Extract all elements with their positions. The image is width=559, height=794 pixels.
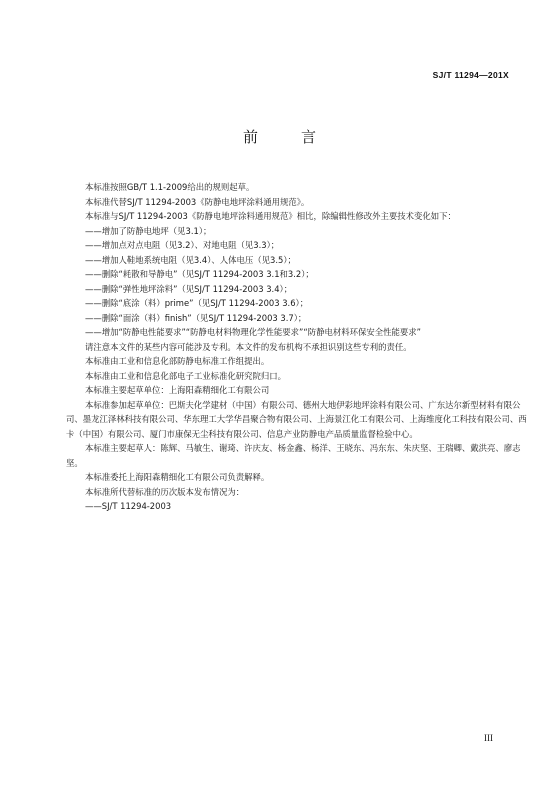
change-item: ——增加了防静电地坪（见3.1）； — [85, 225, 212, 236]
change-item: ——删除“底涂（料）prime”（见SJ/T 11294-2003 3.6）； — [85, 298, 309, 308]
change-item: ——增加点对点电阻（见3.2）、对地电阻（见3.3）； — [85, 240, 280, 250]
page-title: 前 言 — [242, 128, 330, 146]
paragraph-participating-units: 本标准参加起草单位：巴斯夫化学建材（中国）有限公司、德州大地伊彩地坪涂料有限公司、广东达尔新型材料有限公司、墨龙江泽林科技有限公司、华东理工大学华昌聚合物有限公司、上海景江化工有限公司、上海维度化工科技有限公司、西卡（中国）有限公司、厦门市康保无尘科技有限公司、信息产业防静电产品质量监督检验中心。 — [66, 399, 527, 439]
standard-code: SJ/T 11294—201X — [432, 70, 509, 80]
paragraph-main-drafting-unit: 本标准主要起草单位：上海阳森精细化工有限公司 — [85, 385, 270, 395]
change-item: ——删除“耗散和导静电”（见SJ/T 11294-2003 3.1和3.2）； — [85, 269, 314, 279]
paragraph-history-intro: 本标准所代替标准的历次版本发布情况为： — [85, 486, 245, 497]
foreword-body — [66, 180, 533, 514]
paragraph-proposed-by: 本标准由工业和信息化部防静电标准工作组提出。 — [85, 356, 270, 366]
change-item: ——增加“防静电性能要求”“防静电材料物理化学性能要求”“防静电材料环保安全性能要求” — [85, 327, 421, 337]
change-item: ——删除“面涂（料）finish”（见SJ/T 11294-2003 3.7）； — [85, 312, 307, 323]
change-item: ——增加人鞋地系统电阻（见3.4）、人体电压（见3.5）； — [85, 254, 296, 265]
paragraph-drafting-rules: 本标准按照GB/T 1.1-2009给出的规则起草。 — [85, 182, 255, 192]
paragraph-replaces: 本标准代替SJ/T 11294-2003《防静电地坪涂料通用规范》。 — [85, 196, 310, 207]
paragraph-changes-intro: 本标准与SJ/T 11294-2003《防静电地坪涂料通用规范》相比，除编辑性修改外主要技术变化如下： — [85, 211, 456, 221]
page-number: III — [484, 733, 493, 743]
paragraph-interpretation: 本标准委托上海阳森精细化工有限公司负责解释。 — [85, 472, 270, 482]
paragraph-centralized-by: 本标准由工业和信息化部电子工业标准化研究院归口。 — [85, 370, 286, 381]
paragraph-main-drafters: 本标准主要起草人：陈辉、马敏生、谢琦、许庆友、杨金鑫、杨洋、王晓东、冯东东、朱庆坚、王瑞卿、戴洪亮、廖志坚。 — [66, 443, 521, 468]
history-item: ——SJ/T 11294-2003 — [85, 501, 172, 511]
paragraph-patent-notice: 请注意本文件的某些内容可能涉及专利。本文件的发布机构不承担识别这些专利的责任。 — [85, 341, 412, 352]
change-item: ——删除“弹性地坪涂料”（见SJ/T 11294-2003 3.4）； — [85, 283, 293, 294]
